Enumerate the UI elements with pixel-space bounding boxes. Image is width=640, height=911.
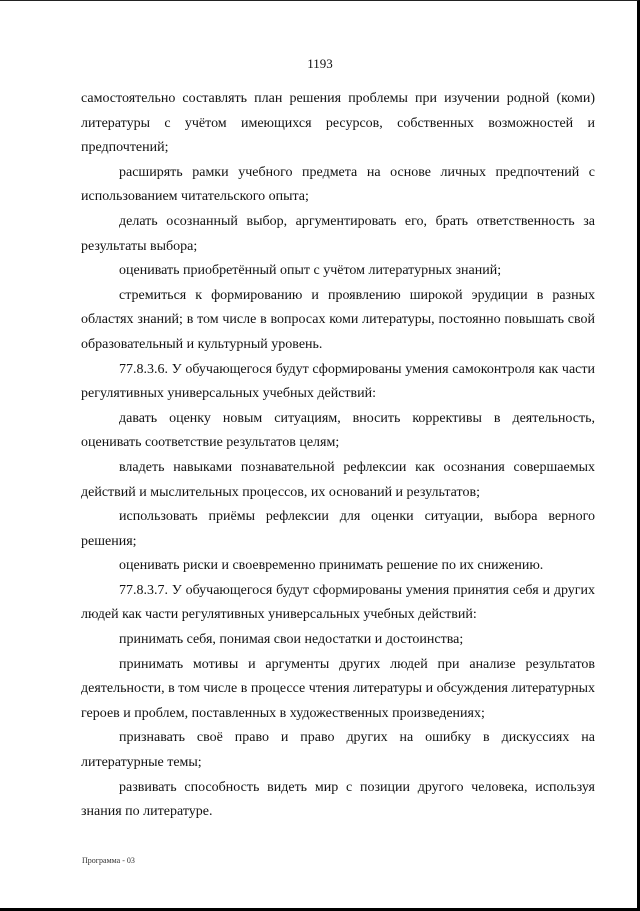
paragraph: самостоятельно составлять план решения проблемы при изучении родной (коми) литературы с учётом имеющихся ресурсов, собственных возможностей и предпочтений; bbox=[81, 91, 595, 156]
paragraph: признавать своё право и право других на ошибку в дискуссиях на литературные темы; bbox=[81, 730, 595, 771]
paragraph: владеть навыками познавательной рефлексии как осознания совершаемых действий и мыслительных процессов, их оснований и результатов; bbox=[81, 459, 595, 500]
paragraph: оценивать приобретённый опыт с учётом литературных знаний; bbox=[119, 263, 502, 279]
paragraph: делать осознанный выбор, аргументировать его, брать ответственность за результаты выбора; bbox=[81, 213, 595, 254]
footer-note: Программа - 03 bbox=[82, 856, 135, 865]
paragraph: стремиться к формированию и проявлению широкой эрудиции в разных областях знаний; в том числе в вопросах коми литературы, постоянно повышать свой образовательный и культурный уровень. bbox=[81, 287, 595, 352]
paragraph: развивать способность видеть мир с позиции другого человека, используя знания по литературе. bbox=[81, 779, 595, 820]
paragraph: давать оценку новым ситуациям, вносить коррективы в деятельность, оценивать соответствие результатов целям; bbox=[81, 410, 595, 451]
section-paragraph: 77.8.3.7. У обучающегося будут сформированы умения принятия себя и других людей как части регулятивных универсальных учебных действий: bbox=[81, 582, 595, 623]
paragraph: расширять рамки учебного предмета на основе личных предпочтений с использованием читательского опыта; bbox=[81, 164, 595, 205]
paragraph: принимать мотивы и аргументы других людей при анализе результатов деятельности, в том числе в процессе чтения литературы и обсуждения литературных героев и проблем, поставленных в художественных произведениях; bbox=[81, 656, 595, 721]
paragraph: использовать приёмы рефлексии для оценки ситуации, выбора верного решения; bbox=[81, 509, 595, 549]
paragraph: оценивать риски и своевременно принимать решение по их снижению. bbox=[119, 558, 544, 574]
section-paragraph: 77.8.3.6. У обучающегося будут сформированы умения самоконтроля как части регулятивных универсальных учебных действий: bbox=[81, 361, 595, 402]
page-number: 1193 bbox=[307, 56, 333, 71]
document-body bbox=[81, 87, 595, 825]
paragraph: принимать себя, понимая свои недостатки и достоинства; bbox=[119, 632, 464, 648]
